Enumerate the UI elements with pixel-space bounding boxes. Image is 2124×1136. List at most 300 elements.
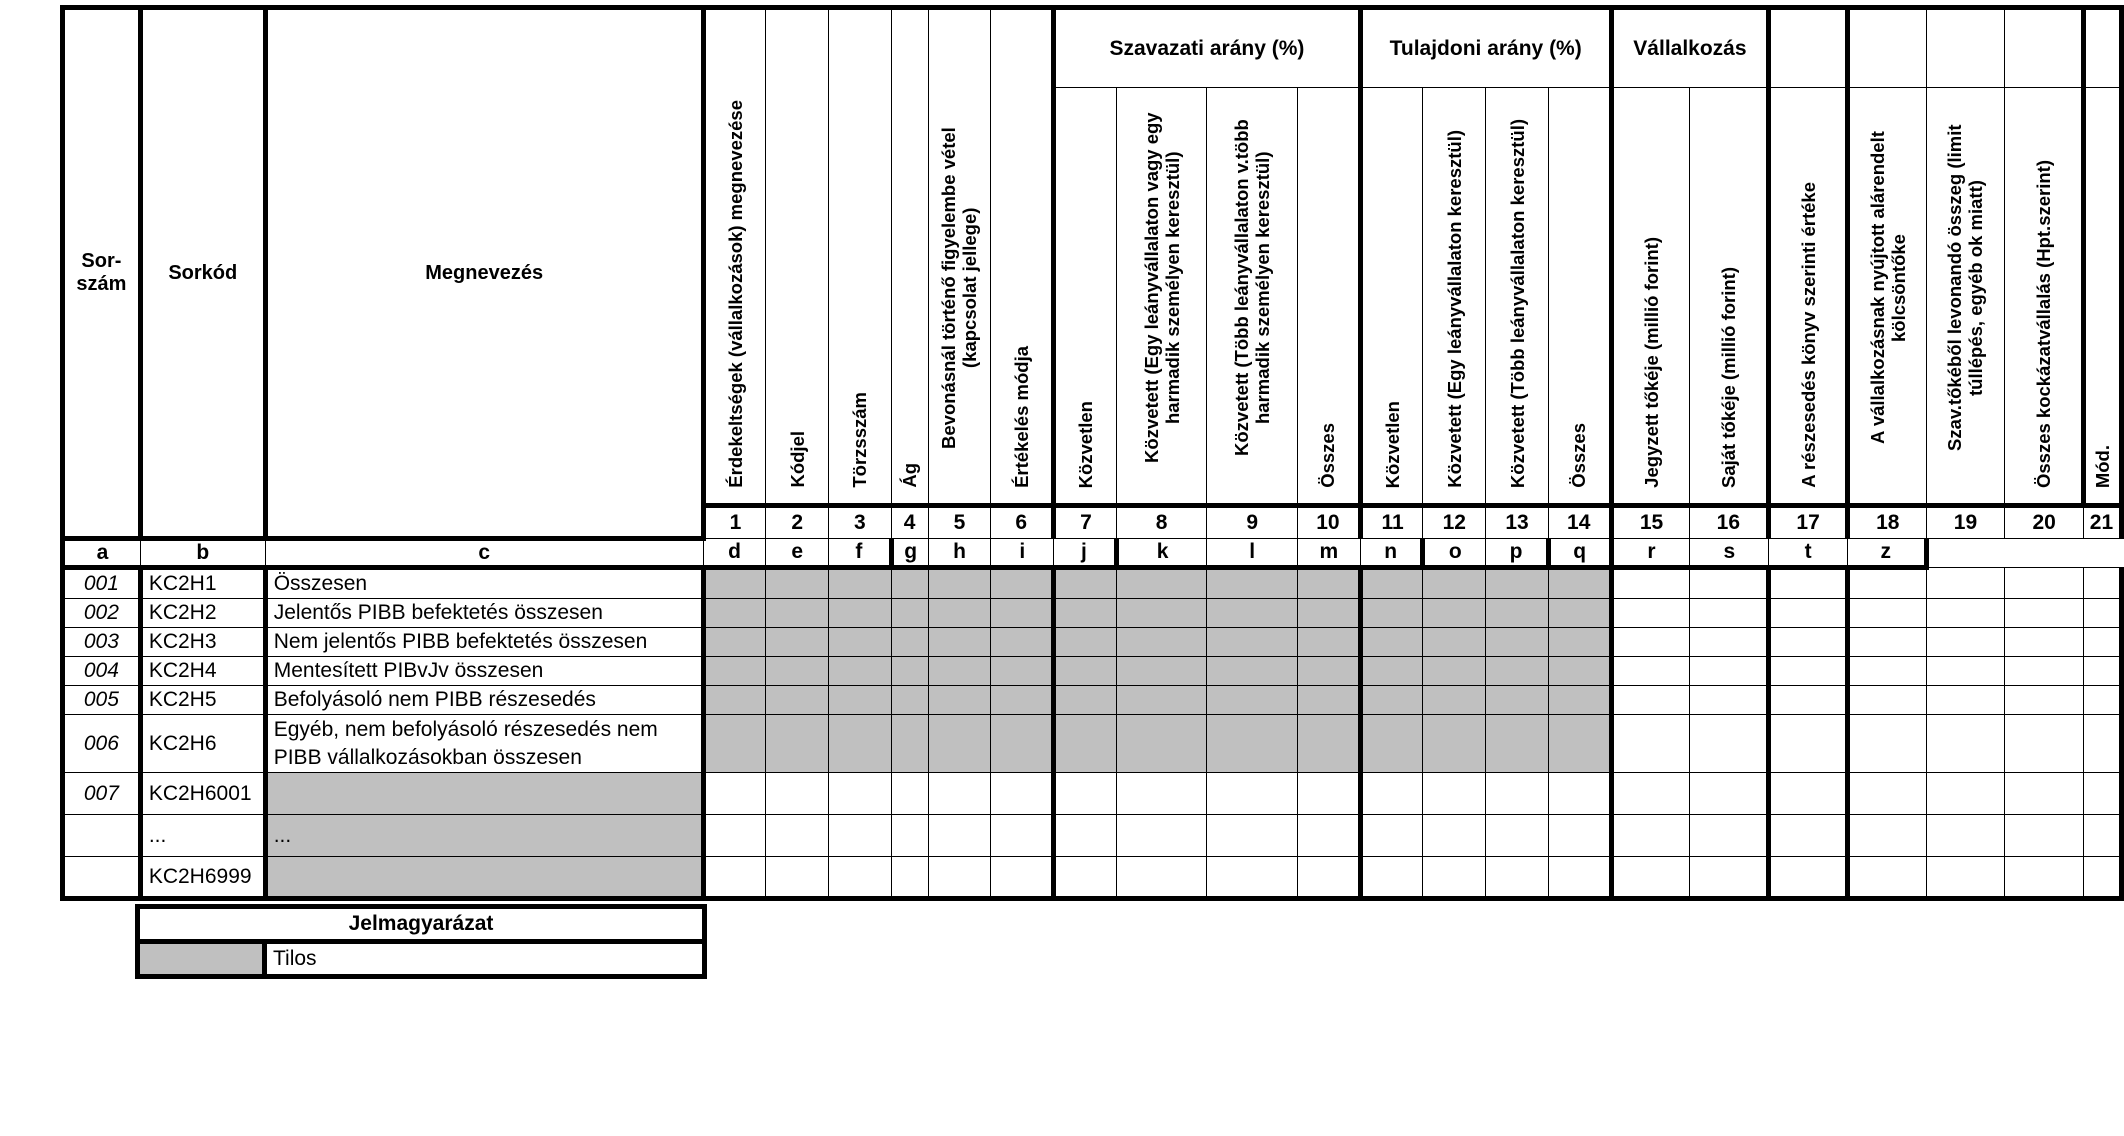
input-cell[interactable] xyxy=(1054,773,1117,815)
forbidden-cell xyxy=(1360,599,1423,628)
input-cell[interactable] xyxy=(1486,773,1549,815)
forbidden-cell xyxy=(891,568,928,599)
input-cell[interactable] xyxy=(1690,686,1769,715)
forbidden-cell xyxy=(1548,628,1611,657)
input-cell[interactable] xyxy=(2005,686,2084,715)
input-cell[interactable] xyxy=(1926,628,2005,657)
group-header-blank xyxy=(1926,8,2005,88)
col-header-18: A vállalkozásnak nyújtott alárendelt kölcsöntőke xyxy=(1847,88,1926,506)
forbidden-cell xyxy=(1298,599,1361,628)
col-header-15: Jegyzett tőkéje (millió forint) xyxy=(1611,88,1690,506)
forbidden-cell xyxy=(1548,568,1611,599)
column-number: 3 xyxy=(829,506,892,539)
input-cell[interactable] xyxy=(1926,686,2005,715)
forbidden-cell xyxy=(1486,628,1549,657)
input-cell[interactable] xyxy=(1611,628,1690,657)
input-cell[interactable] xyxy=(1690,815,1769,857)
group-header-vallalkozas: Vállalkozás xyxy=(1611,8,1769,88)
input-cell[interactable] xyxy=(1054,857,1117,899)
group-header-blank xyxy=(2005,8,2084,88)
column-letter: s xyxy=(1690,539,1769,568)
input-cell[interactable] xyxy=(1926,773,2005,815)
input-cell[interactable] xyxy=(1769,657,1848,686)
row-name: Összesen xyxy=(265,568,703,599)
column-letter: z xyxy=(1847,539,1926,568)
forbidden-cell xyxy=(1423,686,1486,715)
col-header-11: Közvetlen xyxy=(1360,88,1423,506)
forbidden-cell xyxy=(766,686,829,715)
forbidden-cell xyxy=(1486,715,1549,773)
input-cell[interactable] xyxy=(703,857,766,899)
table-row xyxy=(63,599,2122,628)
input-cell[interactable] xyxy=(1360,857,1423,899)
column-letter: r xyxy=(1611,539,1690,568)
forbidden-cell xyxy=(1548,715,1611,773)
forbidden-cell xyxy=(1298,568,1361,599)
table-row xyxy=(63,857,2122,899)
forbidden-cell xyxy=(1207,599,1298,628)
input-cell[interactable] xyxy=(891,857,928,899)
input-cell[interactable] xyxy=(2083,773,2121,815)
row-name: Befolyásoló nem PIBB részesedés xyxy=(265,686,703,715)
forbidden-cell xyxy=(1423,568,1486,599)
input-cell[interactable] xyxy=(891,815,928,857)
input-cell[interactable] xyxy=(1486,815,1549,857)
forbidden-cell xyxy=(1548,657,1611,686)
forbidden-cell xyxy=(1207,715,1298,773)
input-cell[interactable] xyxy=(1847,686,1926,715)
input-cell[interactable] xyxy=(1298,815,1361,857)
input-cell[interactable] xyxy=(1847,599,1926,628)
forbidden-cell xyxy=(991,715,1054,773)
input-cell[interactable] xyxy=(2083,857,2121,899)
input-cell[interactable] xyxy=(2083,815,2121,857)
column-number: 2 xyxy=(766,506,829,539)
table-row xyxy=(63,568,2122,599)
column-number: 8 xyxy=(1116,506,1207,539)
table-row xyxy=(63,628,2122,657)
forbidden-cell xyxy=(1486,657,1549,686)
forbidden-cell xyxy=(1298,628,1361,657)
input-cell[interactable] xyxy=(928,815,991,857)
input-cell[interactable] xyxy=(1548,857,1611,899)
header-sorszam: Sor- szám xyxy=(63,8,141,539)
input-cell[interactable] xyxy=(1690,857,1769,899)
col-header-1: Érdekeltségek (vállalkozások) megnevezése xyxy=(703,8,766,506)
legend-label: Tilos xyxy=(265,942,705,977)
column-letter: b xyxy=(140,539,265,568)
input-cell[interactable] xyxy=(703,815,766,857)
forbidden-cell xyxy=(1423,599,1486,628)
input-cell[interactable] xyxy=(1847,857,1926,899)
forbidden-cell xyxy=(1423,657,1486,686)
input-cell[interactable] xyxy=(703,773,766,815)
input-cell[interactable] xyxy=(1360,815,1423,857)
row-name[interactable] xyxy=(265,857,703,899)
row-code: KC2H3 xyxy=(140,628,265,657)
forbidden-cell xyxy=(703,628,766,657)
input-cell[interactable] xyxy=(1769,815,1848,857)
column-letter: q xyxy=(1548,539,1611,568)
column-number: 17 xyxy=(1769,506,1848,539)
forbidden-cell xyxy=(1207,628,1298,657)
column-number: 11 xyxy=(1360,506,1423,539)
column-number: 12 xyxy=(1423,506,1486,539)
input-cell[interactable] xyxy=(1486,857,1549,899)
row-number: 006 xyxy=(63,715,141,773)
input-cell[interactable] xyxy=(1611,715,1690,773)
column-letter: h xyxy=(928,539,991,568)
input-cell[interactable] xyxy=(2083,657,2121,686)
group-header-blank xyxy=(2083,8,2121,88)
input-cell[interactable] xyxy=(1769,599,1848,628)
input-cell[interactable] xyxy=(2005,857,2084,899)
column-number: 5 xyxy=(928,506,991,539)
forbidden-cell xyxy=(1116,628,1207,657)
input-cell[interactable] xyxy=(1769,628,1848,657)
forbidden-cell xyxy=(891,628,928,657)
forbidden-cell xyxy=(1548,686,1611,715)
input-cell[interactable] xyxy=(1847,715,1926,773)
column-number: 15 xyxy=(1611,506,1690,539)
input-cell[interactable] xyxy=(2005,568,2084,599)
group-header-blank xyxy=(1847,8,1926,88)
group-header-blank xyxy=(1769,8,1848,88)
table-row xyxy=(63,773,2122,815)
forbidden-cell xyxy=(891,657,928,686)
row-number: 001 xyxy=(63,568,141,599)
input-cell[interactable] xyxy=(2083,568,2121,599)
forbidden-cell xyxy=(891,599,928,628)
col-header-13: Közvetett (Több leányvállalaton keresztül) xyxy=(1486,88,1549,506)
forbidden-cell xyxy=(991,657,1054,686)
input-cell[interactable] xyxy=(2005,715,2084,773)
input-cell[interactable] xyxy=(2083,599,2121,628)
row-code: ... xyxy=(140,815,265,857)
input-cell[interactable] xyxy=(1769,773,1848,815)
row-name: Mentesített PIBvJv összesen xyxy=(265,657,703,686)
forbidden-cell xyxy=(1054,686,1117,715)
row-number: 002 xyxy=(63,599,141,628)
input-cell[interactable] xyxy=(1847,568,1926,599)
col-header-19: Szav.tőkéből levonandó összeg (limit túllépés, egyéb ok miatt) xyxy=(1926,88,2005,506)
column-number: 7 xyxy=(1054,506,1117,539)
input-cell[interactable] xyxy=(829,773,892,815)
col-header-20: Összes kockázatvállalás (Hpt.szerint) xyxy=(2005,88,2084,506)
forbidden-cell xyxy=(1360,568,1423,599)
input-cell[interactable] xyxy=(991,815,1054,857)
forbidden-cell xyxy=(1054,599,1117,628)
column-letter: n xyxy=(1360,539,1423,568)
col-header-17: A részesedés könyv szerinti értéke xyxy=(1769,88,1848,506)
input-cell[interactable] xyxy=(2005,628,2084,657)
column-number: 13 xyxy=(1486,506,1549,539)
row-number: 007 xyxy=(63,773,141,815)
forbidden-cell xyxy=(829,657,892,686)
column-letter-row xyxy=(63,539,2122,568)
forbidden-cell xyxy=(1207,568,1298,599)
forbidden-cell xyxy=(891,686,928,715)
column-number: 9 xyxy=(1207,506,1298,539)
forbidden-cell xyxy=(829,568,892,599)
forbidden-cell xyxy=(1116,686,1207,715)
forbidden-cell xyxy=(928,715,991,773)
input-cell[interactable] xyxy=(1611,815,1690,857)
col-header-10: Összes xyxy=(1298,88,1361,506)
input-cell[interactable] xyxy=(1360,773,1423,815)
column-letter: m xyxy=(1298,539,1361,568)
row-code: KC2H5 xyxy=(140,686,265,715)
input-cell[interactable] xyxy=(1116,773,1207,815)
forbidden-cell xyxy=(1298,657,1361,686)
forbidden-cell xyxy=(1486,599,1549,628)
col-header-5: Bevonásnál történő figyelembe vétel (kapcsolat jellege) xyxy=(928,8,991,506)
forbidden-cell xyxy=(766,715,829,773)
input-cell[interactable] xyxy=(1611,773,1690,815)
input-cell[interactable] xyxy=(1847,815,1926,857)
col-header-3: Törzsszám xyxy=(829,8,892,506)
column-number: 10 xyxy=(1298,506,1361,539)
col-header-21: Mód. xyxy=(2083,88,2121,506)
forbidden-cell xyxy=(1207,657,1298,686)
input-cell[interactable] xyxy=(1926,568,2005,599)
forbidden-cell xyxy=(1054,657,1117,686)
row-number: 003 xyxy=(63,628,141,657)
input-cell[interactable] xyxy=(928,773,991,815)
input-cell[interactable] xyxy=(1847,773,1926,815)
forbidden-cell xyxy=(928,686,991,715)
input-cell[interactable] xyxy=(991,857,1054,899)
column-number: 20 xyxy=(2005,506,2084,539)
forbidden-cell xyxy=(891,715,928,773)
input-cell[interactable] xyxy=(1690,657,1769,686)
forbidden-cell xyxy=(1298,715,1361,773)
col-header-12: Közvetett (Egy leányvállalaton keresztül) xyxy=(1423,88,1486,506)
input-cell[interactable] xyxy=(2005,815,2084,857)
column-number: 6 xyxy=(991,506,1054,539)
input-cell[interactable] xyxy=(1054,815,1117,857)
row-name: Jelentős PIBB befektetés összesen xyxy=(265,599,703,628)
row-code: KC2H6 xyxy=(140,715,265,773)
input-cell[interactable] xyxy=(1926,715,2005,773)
forbidden-cell xyxy=(991,686,1054,715)
forbidden-cell xyxy=(928,568,991,599)
col-header-6: Értékelés módja xyxy=(991,8,1054,506)
input-cell[interactable] xyxy=(2005,599,2084,628)
legend-title: Jelmagyarázat xyxy=(138,907,705,942)
column-letter: t xyxy=(1769,539,1848,568)
input-cell[interactable] xyxy=(1298,773,1361,815)
input-cell[interactable] xyxy=(1611,568,1690,599)
forbidden-cell xyxy=(928,599,991,628)
col-header-16: Saját tőkéje (millió forint) xyxy=(1690,88,1769,506)
table-row xyxy=(63,657,2122,686)
input-cell[interactable] xyxy=(2083,715,2121,773)
input-cell[interactable] xyxy=(1769,857,1848,899)
forbidden-cell xyxy=(1116,568,1207,599)
forbidden-cell xyxy=(703,568,766,599)
input-cell[interactable] xyxy=(1690,568,1769,599)
forbidden-cell xyxy=(1486,568,1549,599)
input-cell[interactable] xyxy=(2005,773,2084,815)
column-number: 1 xyxy=(703,506,766,539)
row-number: 005 xyxy=(63,686,141,715)
group-header-tulajdoni: Tulajdoni arány (%) xyxy=(1360,8,1611,88)
row-code: KC2H4 xyxy=(140,657,265,686)
column-letter: p xyxy=(1486,539,1549,568)
forbidden-cell xyxy=(1054,568,1117,599)
input-cell[interactable] xyxy=(1116,815,1207,857)
input-cell[interactable] xyxy=(1847,628,1926,657)
input-cell[interactable] xyxy=(766,773,829,815)
row-name: Egyéb, nem befolyásoló részesedés nem PIBB vállalkozásokban összesen xyxy=(265,715,703,773)
forbidden-cell xyxy=(991,568,1054,599)
column-number: 18 xyxy=(1847,506,1926,539)
input-cell[interactable] xyxy=(829,815,892,857)
forbidden-cell xyxy=(766,568,829,599)
forbidden-cell xyxy=(1116,599,1207,628)
column-number: 16 xyxy=(1690,506,1769,539)
input-cell[interactable] xyxy=(1690,773,1769,815)
input-cell[interactable] xyxy=(1298,857,1361,899)
col-header-9: Közvetett (Több leányvállalaton v.több harmadik személyen keresztül) xyxy=(1207,88,1298,506)
input-cell[interactable] xyxy=(1423,815,1486,857)
col-header-2: Kódjel xyxy=(766,8,829,506)
row-code: KC2H2 xyxy=(140,599,265,628)
header-sorkod: Sorkód xyxy=(140,8,265,539)
input-cell[interactable] xyxy=(1207,815,1298,857)
input-cell[interactable] xyxy=(766,857,829,899)
input-cell[interactable] xyxy=(1847,657,1926,686)
input-cell[interactable] xyxy=(1423,857,1486,899)
forbidden-cell xyxy=(928,657,991,686)
row-code: KC2H6999 xyxy=(140,857,265,899)
forbidden-cell xyxy=(1116,715,1207,773)
forbidden-cell xyxy=(1054,628,1117,657)
input-cell[interactable] xyxy=(1116,857,1207,899)
input-cell[interactable] xyxy=(1769,715,1848,773)
column-number: 4 xyxy=(891,506,928,539)
forbidden-cell xyxy=(1423,715,1486,773)
forbidden-cell xyxy=(1360,715,1423,773)
row-code: KC2H1 xyxy=(140,568,265,599)
forbidden-cell xyxy=(766,599,829,628)
input-cell[interactable] xyxy=(1690,715,1769,773)
input-cell[interactable] xyxy=(766,815,829,857)
input-cell[interactable] xyxy=(1548,773,1611,815)
column-letter: g xyxy=(891,539,928,568)
col-header-7: Közvetlen xyxy=(1054,88,1117,506)
input-cell[interactable] xyxy=(1926,857,2005,899)
input-cell[interactable] xyxy=(891,773,928,815)
forbidden-cell xyxy=(1486,686,1549,715)
row-number xyxy=(63,857,141,899)
input-cell[interactable] xyxy=(1690,628,1769,657)
col-header-4: Ág xyxy=(891,8,928,506)
input-cell[interactable] xyxy=(991,773,1054,815)
forbidden-cell xyxy=(1054,715,1117,773)
input-cell[interactable] xyxy=(1769,686,1848,715)
input-cell[interactable] xyxy=(1611,657,1690,686)
forbidden-cell xyxy=(1360,657,1423,686)
forbidden-cell xyxy=(766,657,829,686)
input-cell[interactable] xyxy=(1548,815,1611,857)
row-name[interactable]: ... xyxy=(265,815,703,857)
legend-swatch xyxy=(138,942,265,977)
column-number: 19 xyxy=(1926,506,2005,539)
table-body xyxy=(63,568,2122,899)
forbidden-cell xyxy=(829,628,892,657)
forbidden-cell xyxy=(928,628,991,657)
table-row xyxy=(63,815,2122,857)
input-cell[interactable] xyxy=(1207,773,1298,815)
input-cell[interactable] xyxy=(2083,628,2121,657)
forbidden-cell xyxy=(829,599,892,628)
forbidden-cell xyxy=(1298,686,1361,715)
forbidden-cell xyxy=(829,715,892,773)
forbidden-cell xyxy=(829,686,892,715)
forbidden-cell xyxy=(1423,628,1486,657)
row-name[interactable] xyxy=(265,773,703,815)
input-cell[interactable] xyxy=(1926,657,2005,686)
column-letter: j xyxy=(1054,539,1117,568)
forbidden-cell xyxy=(1360,628,1423,657)
forbidden-cell xyxy=(1116,657,1207,686)
column-letter: i xyxy=(991,539,1054,568)
table-row xyxy=(63,715,2122,773)
input-cell[interactable] xyxy=(1207,857,1298,899)
column-letter: c xyxy=(265,539,703,568)
data-table xyxy=(60,5,2124,901)
input-cell[interactable] xyxy=(1611,686,1690,715)
column-number: 14 xyxy=(1548,506,1611,539)
input-cell[interactable] xyxy=(1423,773,1486,815)
table-row xyxy=(63,686,2122,715)
input-cell[interactable] xyxy=(928,857,991,899)
input-cell[interactable] xyxy=(2083,686,2121,715)
column-letter: d xyxy=(703,539,766,568)
group-header-szavazati: Szavazati arány (%) xyxy=(1054,8,1361,88)
forbidden-cell xyxy=(1360,686,1423,715)
input-cell[interactable] xyxy=(1611,599,1690,628)
column-letter: e xyxy=(766,539,829,568)
input-cell[interactable] xyxy=(1690,599,1769,628)
forbidden-cell xyxy=(703,715,766,773)
col-header-8: Közvetett (Egy leányvállalaton vagy egy harmadik személyen keresztül) xyxy=(1116,88,1207,506)
column-letter: k xyxy=(1116,539,1207,568)
legend xyxy=(135,904,707,979)
forbidden-cell xyxy=(1207,686,1298,715)
forbidden-cell xyxy=(703,686,766,715)
forbidden-cell xyxy=(991,628,1054,657)
row-number: 004 xyxy=(63,657,141,686)
header-megnevezes: Megnevezés xyxy=(265,8,703,539)
input-cell[interactable] xyxy=(2005,657,2084,686)
forbidden-cell xyxy=(766,628,829,657)
row-name: Nem jelentős PIBB befektetés összesen xyxy=(265,628,703,657)
column-letter: o xyxy=(1423,539,1486,568)
input-cell[interactable] xyxy=(1926,599,2005,628)
input-cell[interactable] xyxy=(1926,815,2005,857)
row-code: KC2H6001 xyxy=(140,773,265,815)
forbidden-cell xyxy=(1548,599,1611,628)
col-header-14: Összes xyxy=(1548,88,1611,506)
forbidden-cell xyxy=(703,599,766,628)
input-cell[interactable] xyxy=(829,857,892,899)
input-cell[interactable] xyxy=(1769,568,1848,599)
forbidden-cell xyxy=(991,599,1054,628)
input-cell[interactable] xyxy=(1611,857,1690,899)
